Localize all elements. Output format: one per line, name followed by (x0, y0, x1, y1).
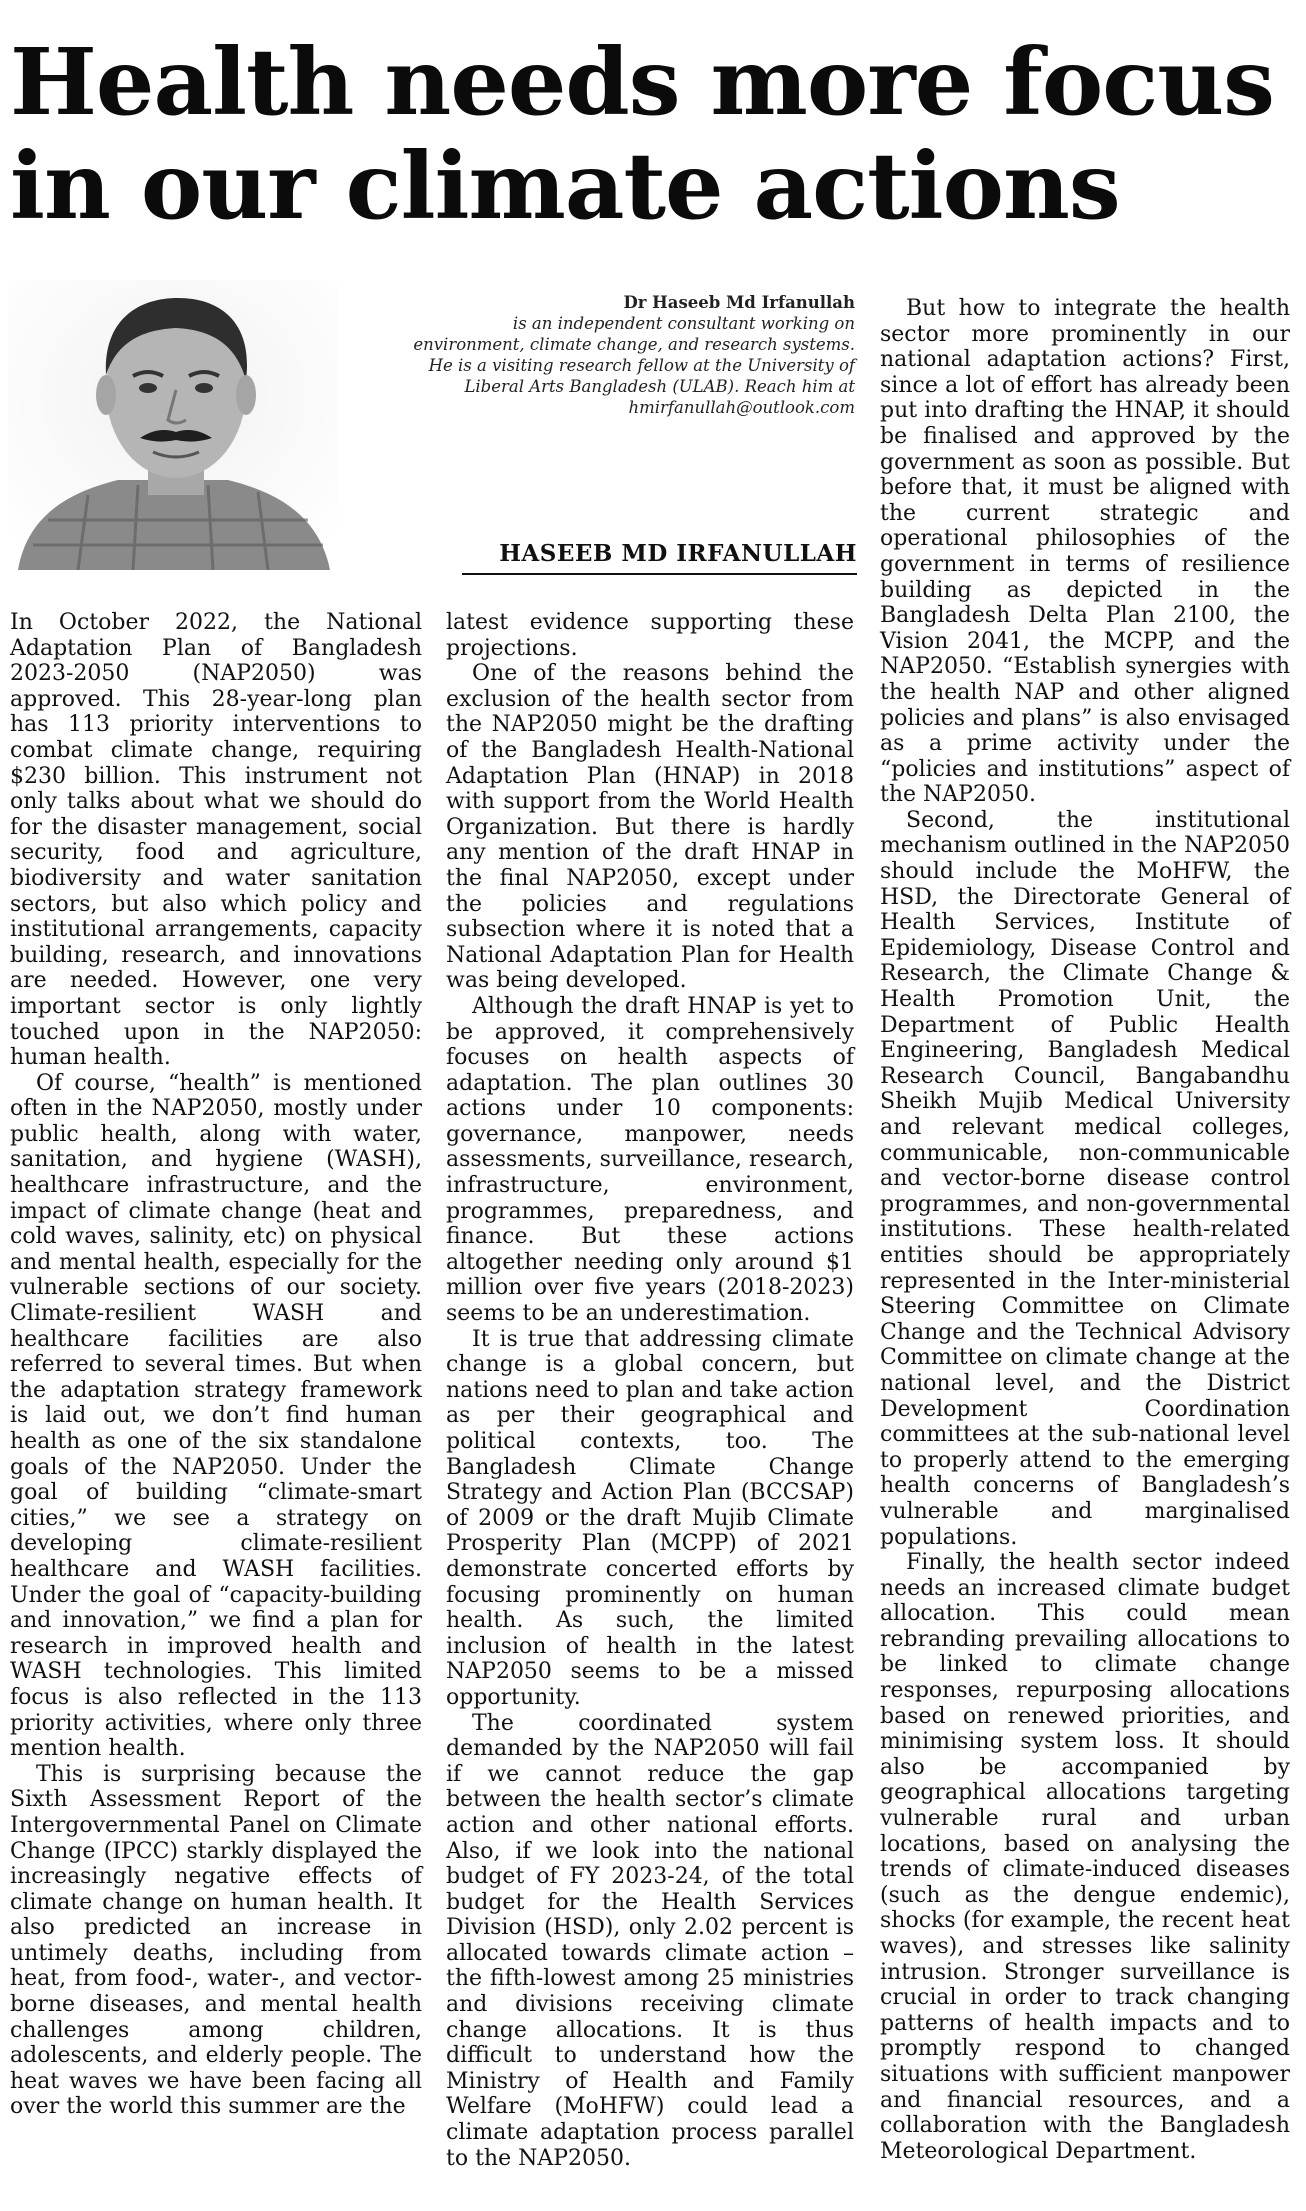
headline: Health needs more focus in our climate actions (10, 28, 1274, 240)
paragraph: Finally, the health sector indeed needs an increased climate budget allocation. This could mean rebranding prevailing allocations to be linked to climate change responses, repurposing allocations based on renewed priorities, and minimising system loss. It should also be accompanied by geographical allocations targeting vulnerable rural and urban locations, based on analysing the trends of climate-induced diseases (such as the dengue endemic), shocks (for example, the recent heat waves), and stresses like salinity intrusion. Stronger surveillance is crucial in order to track changing patterns of health impacts and to promptly respond to changed situations with sufficient manpower and financial resources, and a collaboration with the Bangladesh Meteorological Department. (880, 1550, 1290, 2164)
paragraph: The coordinated system demanded by the NAP2050 will fail if we cannot reduce the gap between the health sector’s climate action and other national efforts. Also, if we look into the national budget of FY 2023-24, of the total budget for the Health Services Division (HSD), only 2.02 percent is allocated towards climate action – the fifth-lowest among 25 ministries and divisions receiving climate change allocations. It is thus difficult to understand how the Ministry of Health and Family Welfare (MoHFW) could lead a climate adaptation process parallel to the NAP2050. (446, 1710, 854, 2171)
author-bio-text: is an independent consultant working on environment, climate change, and research systems. He is a visiting research fellow at the University of Liberal Arts Bangladesh (ULAB). Reach him at hmirfanullah@outlook.com (413, 314, 855, 417)
paragraph: In October 2022, the National Adaptation Plan of Bangladesh 2023-2050 (NAP2050) was approved. This 28-year-long plan has 113 priority interventions to combat climate change, requiring $230 billion. This instrument not only talks about what we should do for the disaster management, social security, food and agriculture, biodiversity and water sanitation sectors, but also which policy and institutional arrangements, capacity building, research, and innovations are needed. However, one very important sector is only lightly touched upon in the NAP2050: human health. (10, 610, 422, 1071)
author-photo (8, 280, 338, 570)
author-bio-name: Dr Haseeb Md Irfanullah (623, 293, 855, 312)
author-bio (400, 292, 855, 418)
paragraph: Although the draft HNAP is yet to be approved, it comprehensively focuses on health aspects of adaptation. The plan outlines 30 actions under 10 components: governance, manpower, needs assessments, surveillance, research, infrastructure, environment, programmes, preparedness, and finance. But these actions altogether needing only around $1 million over five years (2018-2023) seems to be an underestimation. (446, 993, 854, 1327)
article-column-1 (10, 610, 422, 2120)
paragraph: It is true that addressing climate change is a global concern, but nations need to plan and take action as per their geographical and political contexts, too. The Bangladesh Climate Change Strategy and Action Plan (BCCSAP) of 2009 or the draft Mujib Climate Prosperity Plan (MCPP) of 2021 demonstrate concerted efforts by focusing prominently on human health. As such, the limited inclusion of health in the latest NAP2050 seems to be a missed opportunity. (446, 1326, 854, 1710)
article-column-3 (880, 296, 1290, 2164)
paragraph: This is surprising because the Sixth Assessment Report of the Intergovernmental Panel on Climate Change (IPCC) starkly displayed the increasingly negative effects of climate change on human health. It also predicted an increase in untimely deaths, including from heat, from food-, water-, and vector-borne diseases, and mental health challenges among children, adolescents, and elderly people. The heat waves we have been facing all over the world this summer are the (10, 1761, 422, 2120)
paragraph: Second, the institutional mechanism outlined in the NAP2050 should include the MoHFW, the HSD, the Directorate General of Health Services, Institute of Epidemiology, Disease Control and Research, the Climate Change & Health Promotion Unit, the Department of Public Health Engineering, Bangladesh Medical Research Council, Bangabandhu Sheikh Mujib Medical University and relevant medical colleges, communicable, non-communicable and vector-borne disease control programmes, and non-governmental institutions. These health-related entities should be appropriately represented in the Inter-ministerial Steering Committee on Climate Change and the Technical Advisory Committee on climate change at the national level, and the District Development Coordination committees at the sub-national level to properly attend to the emerging health concerns of Bangladesh’s vulnerable and marginalised populations. (880, 807, 1290, 1550)
author-name: HASEEB MD IRFANULLAH (462, 540, 857, 575)
paragraph: latest evidence supporting these projections. (446, 610, 854, 661)
article-column-2 (446, 610, 854, 2171)
paragraph: But how to integrate the health sector more prominently in our national adaptation actions? First, since a lot of effort has already been put into drafting the HNAP, it should be finalised and approved by the government as soon as possible. But before that, it must be aligned with the current strategic and operational philosophies of the government in terms of resilience building as depicted in the Bangladesh Delta Plan 2100, the Vision 2041, the MCPP, and the NAP2050. “Establish synergies with the health NAP and other aligned policies and plans” is also envisaged as a prime activity under the “policies and institutions” aspect of the NAP2050. (880, 296, 1290, 808)
paragraph: One of the reasons behind the exclusion of the health sector from the NAP2050 might be the drafting of the Bangladesh Health-National Adaptation Plan (HNAP) in 2018 with support from the World Health Organization. But there is hardly any mention of the draft HNAP in the final NAP2050, except under the policies and regulations subsection where it is noted that a National Adaptation Plan for Health was being developed. (446, 661, 854, 994)
paragraph: Of course, “health” is mentioned often in the NAP2050, mostly under public health, along with water, sanitation, and hygiene (WASH), healthcare infrastructure, and the impact of climate change (heat and cold waves, salinity, etc) on physical and mental health, especially for the vulnerable sections of our society. Climate-resilient WASH and healthcare facilities are also referred to several times. But when the adaptation strategy framework is laid out, we don’t find human health as one of the six standalone goals of the NAP2050. Under the goal of building “climate-smart cities,” we see a strategy on developing climate-resilient healthcare and WASH facilities. Under the goal of “capacity-building and innovation,” we find a plan for research in improved health and WASH technologies. This limited focus is also reflected in the 113 priority activities, where only three mention health. (10, 1070, 422, 1762)
